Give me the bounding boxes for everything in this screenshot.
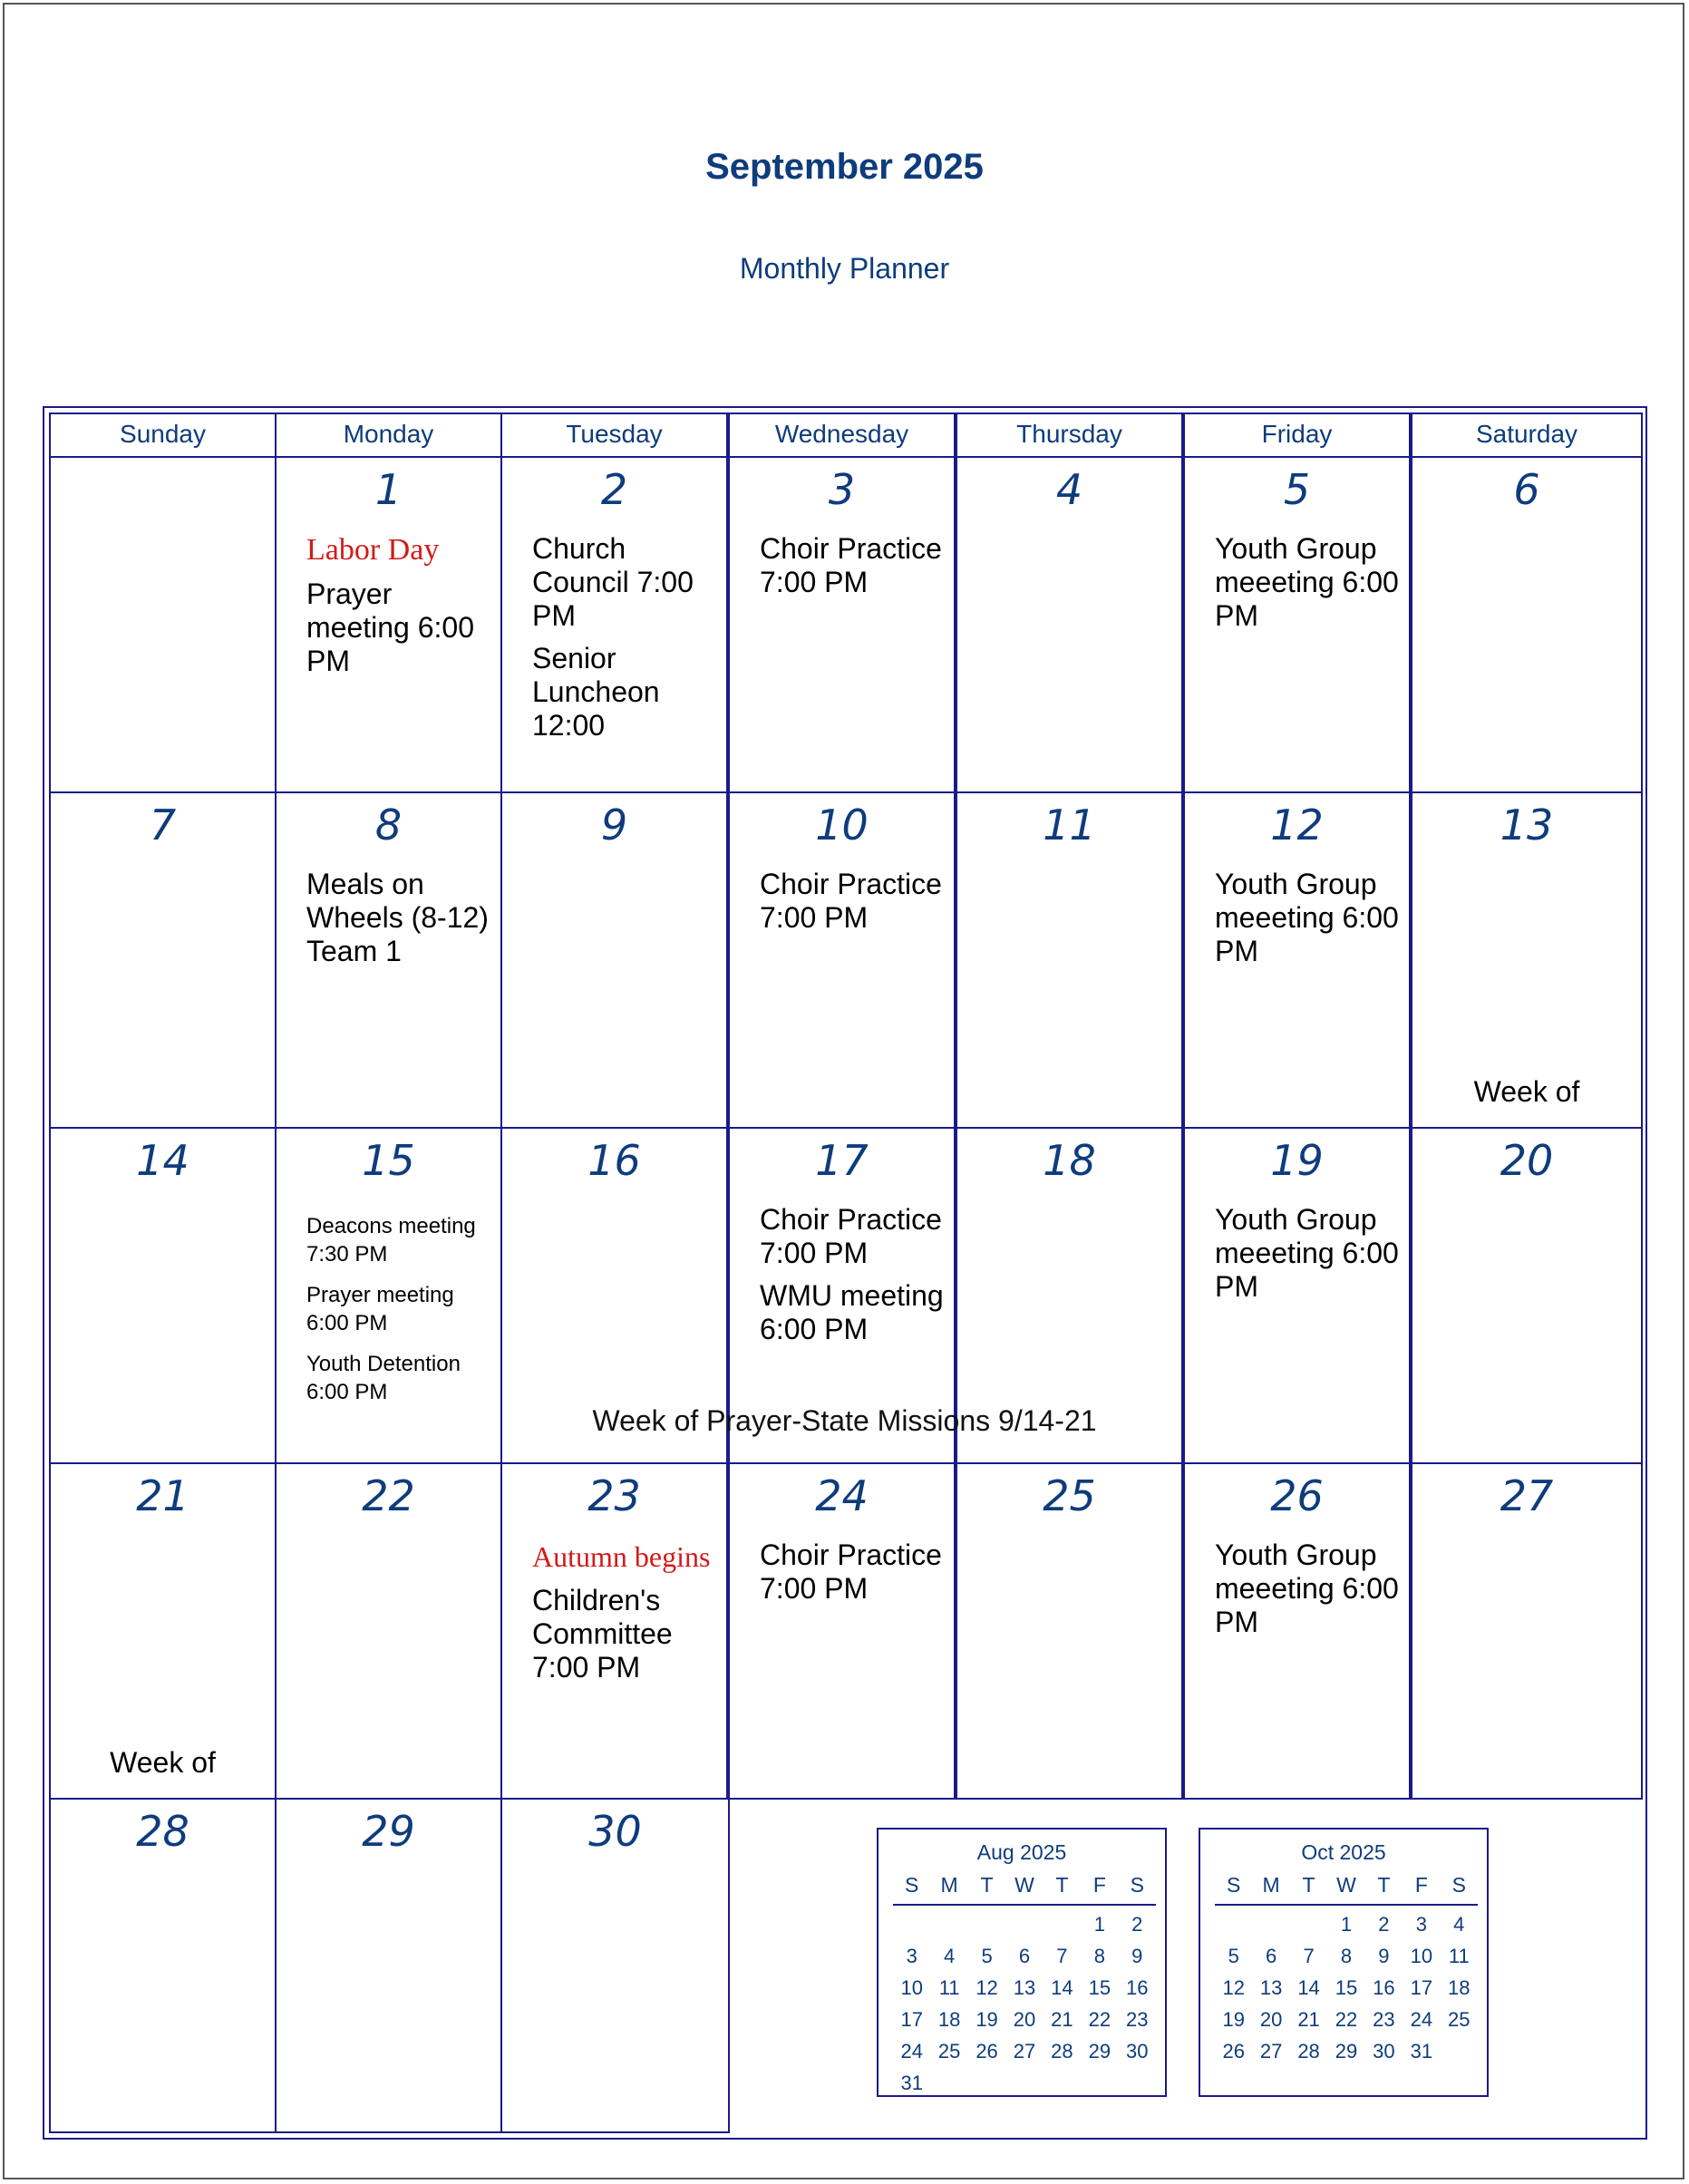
page-subtitle: Monthly Planner [739, 252, 950, 285]
day-number: 4 [1055, 465, 1083, 514]
mini-day[interactable]: 4 [1453, 1913, 1465, 1936]
mini-weekday-label: S [1451, 1873, 1466, 1897]
day-number: 9 [600, 801, 628, 849]
event-item[interactable]: Youth Detention 6:00 PM [306, 1352, 461, 1404]
mini-day[interactable]: 28 [1051, 2040, 1073, 2063]
day-cell-4[interactable] [956, 456, 1183, 793]
day-number: 12 [1270, 801, 1324, 849]
mini-weekday-label: S [905, 1873, 919, 1897]
mini-day[interactable]: 14 [1297, 1976, 1320, 1999]
day-number: 7 [149, 801, 177, 849]
day-cell-30[interactable] [500, 1798, 730, 2133]
mini-day[interactable]: 25 [937, 2040, 961, 2063]
day-number: 21 [136, 1471, 189, 1520]
mini-day[interactable]: 29 [1088, 2040, 1111, 2063]
mini-day[interactable]: 18 [937, 2008, 961, 2031]
mini-weekday-label: F [1414, 1873, 1428, 1897]
mini-day[interactable]: 22 [1088, 2008, 1111, 2031]
day-number: 30 [588, 1807, 642, 1856]
weekday-header-sunday: Sunday [49, 413, 277, 458]
mini-day[interactable]: 8 [1093, 1945, 1105, 1967]
mini-day[interactable]: 8 [1340, 1945, 1353, 1967]
day-cell-6[interactable] [1411, 456, 1643, 793]
page-title: September 2025 [705, 147, 984, 187]
event-list [1215, 1203, 1400, 1313]
event-item[interactable]: Choir Practice 7:00 PM [760, 868, 942, 934]
mini-day[interactable]: 5 [1228, 1945, 1239, 1967]
mini-day-empty [1290, 1913, 1327, 1945]
mini-calendar-weekday-row [893, 1873, 1156, 1906]
mini-weekday-label: S [1130, 1873, 1144, 1897]
mini-day[interactable]: 25 [1448, 2008, 1471, 2031]
event-list [1215, 532, 1400, 642]
mini-day[interactable]: 5 [981, 1945, 993, 1967]
mini-day[interactable]: 27 [1259, 2040, 1283, 2063]
mini-day[interactable]: 23 [1126, 2008, 1149, 2031]
mini-day[interactable]: 28 [1297, 2040, 1320, 2063]
mini-day[interactable]: 29 [1335, 2040, 1358, 2063]
mini-day[interactable]: 6 [1266, 1945, 1277, 1967]
event-list [532, 532, 717, 752]
day-number: 8 [374, 801, 403, 849]
mini-weekday-label: M [940, 1873, 958, 1897]
mini-day[interactable]: 9 [1378, 1945, 1390, 1967]
mini-day[interactable]: 12 [1222, 1976, 1245, 1999]
mini-weekday-label: T [1302, 1873, 1315, 1897]
mini-day[interactable]: 9 [1131, 1945, 1143, 1967]
mini-day[interactable]: 31 [1410, 2040, 1433, 2063]
mini-day[interactable]: 2 [1378, 1913, 1390, 1936]
mini-day[interactable]: 31 [900, 2072, 923, 2094]
day-number: 17 [815, 1136, 869, 1185]
day-number: 18 [1043, 1136, 1096, 1185]
mini-day-empty [1005, 1913, 1043, 1945]
mini-day[interactable]: 2 [1131, 1913, 1143, 1936]
mini-day[interactable]: 14 [1051, 1976, 1073, 1999]
day-number: 3 [828, 465, 856, 514]
week-note: Week of [110, 1746, 216, 1779]
day-number: 15 [362, 1136, 415, 1185]
mini-day[interactable]: 24 [1410, 2008, 1433, 2031]
day-number: 23 [587, 1471, 641, 1520]
mini-day[interactable]: 15 [1088, 1976, 1111, 1999]
mini-weekday-label: M [1262, 1873, 1280, 1897]
mini-day[interactable]: 15 [1335, 1976, 1358, 1999]
day-number: 29 [362, 1807, 415, 1856]
mini-day-empty [930, 1913, 967, 1945]
mini-day[interactable]: 19 [976, 2008, 998, 2031]
mini-day[interactable]: 21 [1297, 2008, 1320, 2031]
holiday-label: Autumn begins [532, 1540, 711, 1573]
event-item[interactable]: Children's Committee 7:00 PM [532, 1584, 673, 1684]
day-cell-26[interactable] [1183, 1462, 1411, 1800]
weekday-header-wednesday: Wednesday [728, 413, 956, 458]
day-cell-21[interactable] [49, 1462, 277, 1800]
mini-day[interactable]: 26 [976, 2040, 998, 2063]
day-number: 2 [600, 465, 628, 514]
event-list [1215, 1539, 1400, 1648]
day-number: 20 [1500, 1136, 1554, 1185]
day-cell-10[interactable] [728, 791, 956, 1129]
mini-calendar-title: Aug 2025 [976, 1840, 1067, 1864]
mini-day-empty [1215, 1913, 1252, 1945]
day-number: 25 [1043, 1471, 1096, 1520]
mini-day[interactable]: 6 [1018, 1945, 1031, 1967]
mini-weekday-label: T [1055, 1873, 1069, 1897]
mini-day[interactable]: 10 [1410, 1945, 1433, 1967]
event-item[interactable]: Prayer meeting 6:00 PM [306, 1283, 454, 1335]
week-of-prayer-banner: Week of Prayer-State Missions 9/14-21 [592, 1404, 1097, 1437]
day-cell-24[interactable] [728, 1462, 956, 1800]
day-cell-9[interactable] [500, 791, 728, 1129]
mini-weekday-label: T [980, 1873, 994, 1897]
mini-weekday-label: S [1227, 1873, 1241, 1897]
event-list [306, 532, 491, 687]
event-list [532, 1539, 717, 1694]
mini-calendar-weekday-row [1215, 1873, 1478, 1906]
event-item[interactable]: Choir Practice 7:00 PM [760, 532, 942, 598]
day-cell-5[interactable] [1183, 456, 1411, 793]
event-list [306, 868, 491, 977]
day-cell-7[interactable] [49, 791, 277, 1129]
event-list [760, 1539, 945, 1615]
mini-day[interactable]: 13 [1259, 1976, 1283, 1999]
mini-day-empty [968, 1913, 1005, 1945]
mini-day[interactable]: 12 [976, 1976, 998, 1999]
mini-calendar-title: Oct 2025 [1301, 1840, 1386, 1864]
day-number: 13 [1500, 801, 1554, 849]
mini-weekday-label: W [1336, 1873, 1356, 1897]
day-cell-8[interactable] [275, 791, 502, 1129]
mini-day[interactable]: 30 [1373, 2040, 1395, 2063]
day-number: 11 [1043, 801, 1096, 849]
day-number: 22 [362, 1471, 415, 1520]
mini-day[interactable]: 18 [1448, 1976, 1471, 1999]
event-item[interactable]: Choir Practice 7:00 PM [760, 1539, 942, 1605]
mini-day[interactable]: 10 [900, 1976, 923, 1999]
mini-calendar-grid [1215, 1913, 1478, 2072]
mini-calendar-oct [1199, 1828, 1489, 2097]
weekday-header-monday: Monday [275, 413, 502, 458]
mini-day[interactable]: 11 [938, 1976, 960, 1999]
event-item[interactable]: WMU meeting 6:00 PM [760, 1279, 944, 1345]
day-cell-11[interactable] [956, 791, 1183, 1129]
event-item[interactable]: Choir Practice 7:00 PM [760, 1203, 942, 1269]
week-note: Week of [1473, 1075, 1580, 1108]
mini-day[interactable]: 20 [1259, 2008, 1283, 2031]
mini-calendar-aug [877, 1828, 1167, 2097]
event-item[interactable]: Senior Luncheon 12:00 [532, 642, 660, 742]
day-number: 5 [1283, 465, 1311, 514]
event-list [1215, 868, 1400, 977]
day-cell-27[interactable] [1411, 1462, 1643, 1800]
mini-weekday-label: W [1014, 1873, 1034, 1897]
mini-weekday-label: T [1377, 1873, 1391, 1897]
event-item[interactable]: Youth Group meeeting 6:00 PM [1215, 1539, 1399, 1638]
event-item[interactable]: Church Council 7:00 PM [532, 532, 694, 632]
mini-day[interactable]: 20 [1013, 2008, 1036, 2031]
day-number: 10 [815, 801, 869, 849]
mini-day[interactable]: 13 [1013, 1976, 1036, 1999]
mini-day-empty [1043, 1913, 1081, 1945]
day-number: 14 [136, 1136, 189, 1185]
mini-day[interactable]: 27 [1013, 2040, 1036, 2063]
day-number: 1 [374, 465, 403, 514]
day-cell-23[interactable] [500, 1462, 728, 1800]
day-number: 26 [1270, 1471, 1324, 1520]
mini-day-empty [1252, 1913, 1289, 1945]
event-item[interactable]: Meals on Wheels (8-12) Team 1 [306, 868, 489, 967]
mini-day[interactable]: 22 [1335, 2008, 1358, 2031]
event-list [306, 1212, 491, 1415]
day-cell-12[interactable] [1183, 791, 1411, 1129]
day-number: 6 [1513, 465, 1540, 514]
mini-day[interactable]: 21 [1051, 2008, 1073, 2031]
day-cell-22[interactable] [275, 1462, 502, 1800]
event-item[interactable]: Youth Group meeeting 6:00 PM [1215, 532, 1399, 632]
day-cell-1[interactable] [275, 456, 502, 793]
day-cell-29[interactable] [275, 1798, 502, 2133]
event-list [760, 868, 945, 944]
mini-day[interactable]: 7 [1303, 1945, 1315, 1967]
day-cell-2[interactable] [500, 456, 728, 793]
mini-day[interactable]: 16 [1126, 1976, 1149, 1999]
mini-day[interactable]: 23 [1373, 2008, 1395, 2031]
mini-day[interactable]: 1 [1340, 1913, 1353, 1936]
mini-day[interactable]: 19 [1222, 2008, 1245, 2031]
mini-day[interactable]: 4 [944, 1945, 956, 1967]
mini-day[interactable]: 24 [900, 2040, 923, 2063]
holiday-label: Labor Day [306, 533, 440, 567]
day-cell-28[interactable] [49, 1798, 277, 2133]
mini-day[interactable]: 11 [1448, 1945, 1470, 1967]
weekday-header-tuesday: Tuesday [500, 413, 728, 458]
event-item[interactable]: Prayer meeting 6:00 PM [306, 578, 475, 677]
weekday-header-saturday: Saturday [1411, 413, 1643, 458]
weekday-header-friday: Friday [1183, 413, 1411, 458]
mini-day[interactable]: 17 [900, 2008, 923, 2031]
mini-day[interactable]: 16 [1373, 1976, 1395, 1999]
mini-day[interactable]: 3 [1415, 1913, 1427, 1936]
mini-day[interactable]: 1 [1093, 1913, 1105, 1936]
mini-calendar-grid [893, 1913, 1156, 2103]
mini-day[interactable]: 26 [1222, 2040, 1245, 2063]
day-cell-13[interactable] [1411, 791, 1643, 1129]
event-list [760, 1203, 945, 1355]
day-number: 19 [1270, 1136, 1324, 1185]
day-number: 27 [1500, 1471, 1554, 1520]
event-item[interactable]: Deacons meeting 7:30 PM [306, 1214, 476, 1267]
day-cell-empty [49, 456, 277, 793]
mini-day[interactable]: 30 [1126, 2040, 1149, 2063]
day-cell-25[interactable] [956, 1462, 1183, 1800]
day-cell-3[interactable] [728, 456, 956, 793]
mini-weekday-label: F [1092, 1873, 1106, 1897]
day-number: 16 [587, 1136, 641, 1185]
mini-day[interactable]: 3 [906, 1945, 917, 1967]
mini-day[interactable]: 7 [1056, 1945, 1068, 1967]
day-number: 24 [815, 1471, 869, 1520]
mini-day[interactable]: 17 [1410, 1976, 1433, 1999]
event-item[interactable]: Youth Group meeeting 6:00 PM [1215, 1203, 1399, 1303]
event-list [760, 532, 945, 608]
mini-day-empty [893, 1913, 930, 1945]
day-number: 28 [136, 1807, 189, 1856]
weekday-header-thursday: Thursday [956, 413, 1183, 458]
event-item[interactable]: Youth Group meeeting 6:00 PM [1215, 868, 1399, 967]
